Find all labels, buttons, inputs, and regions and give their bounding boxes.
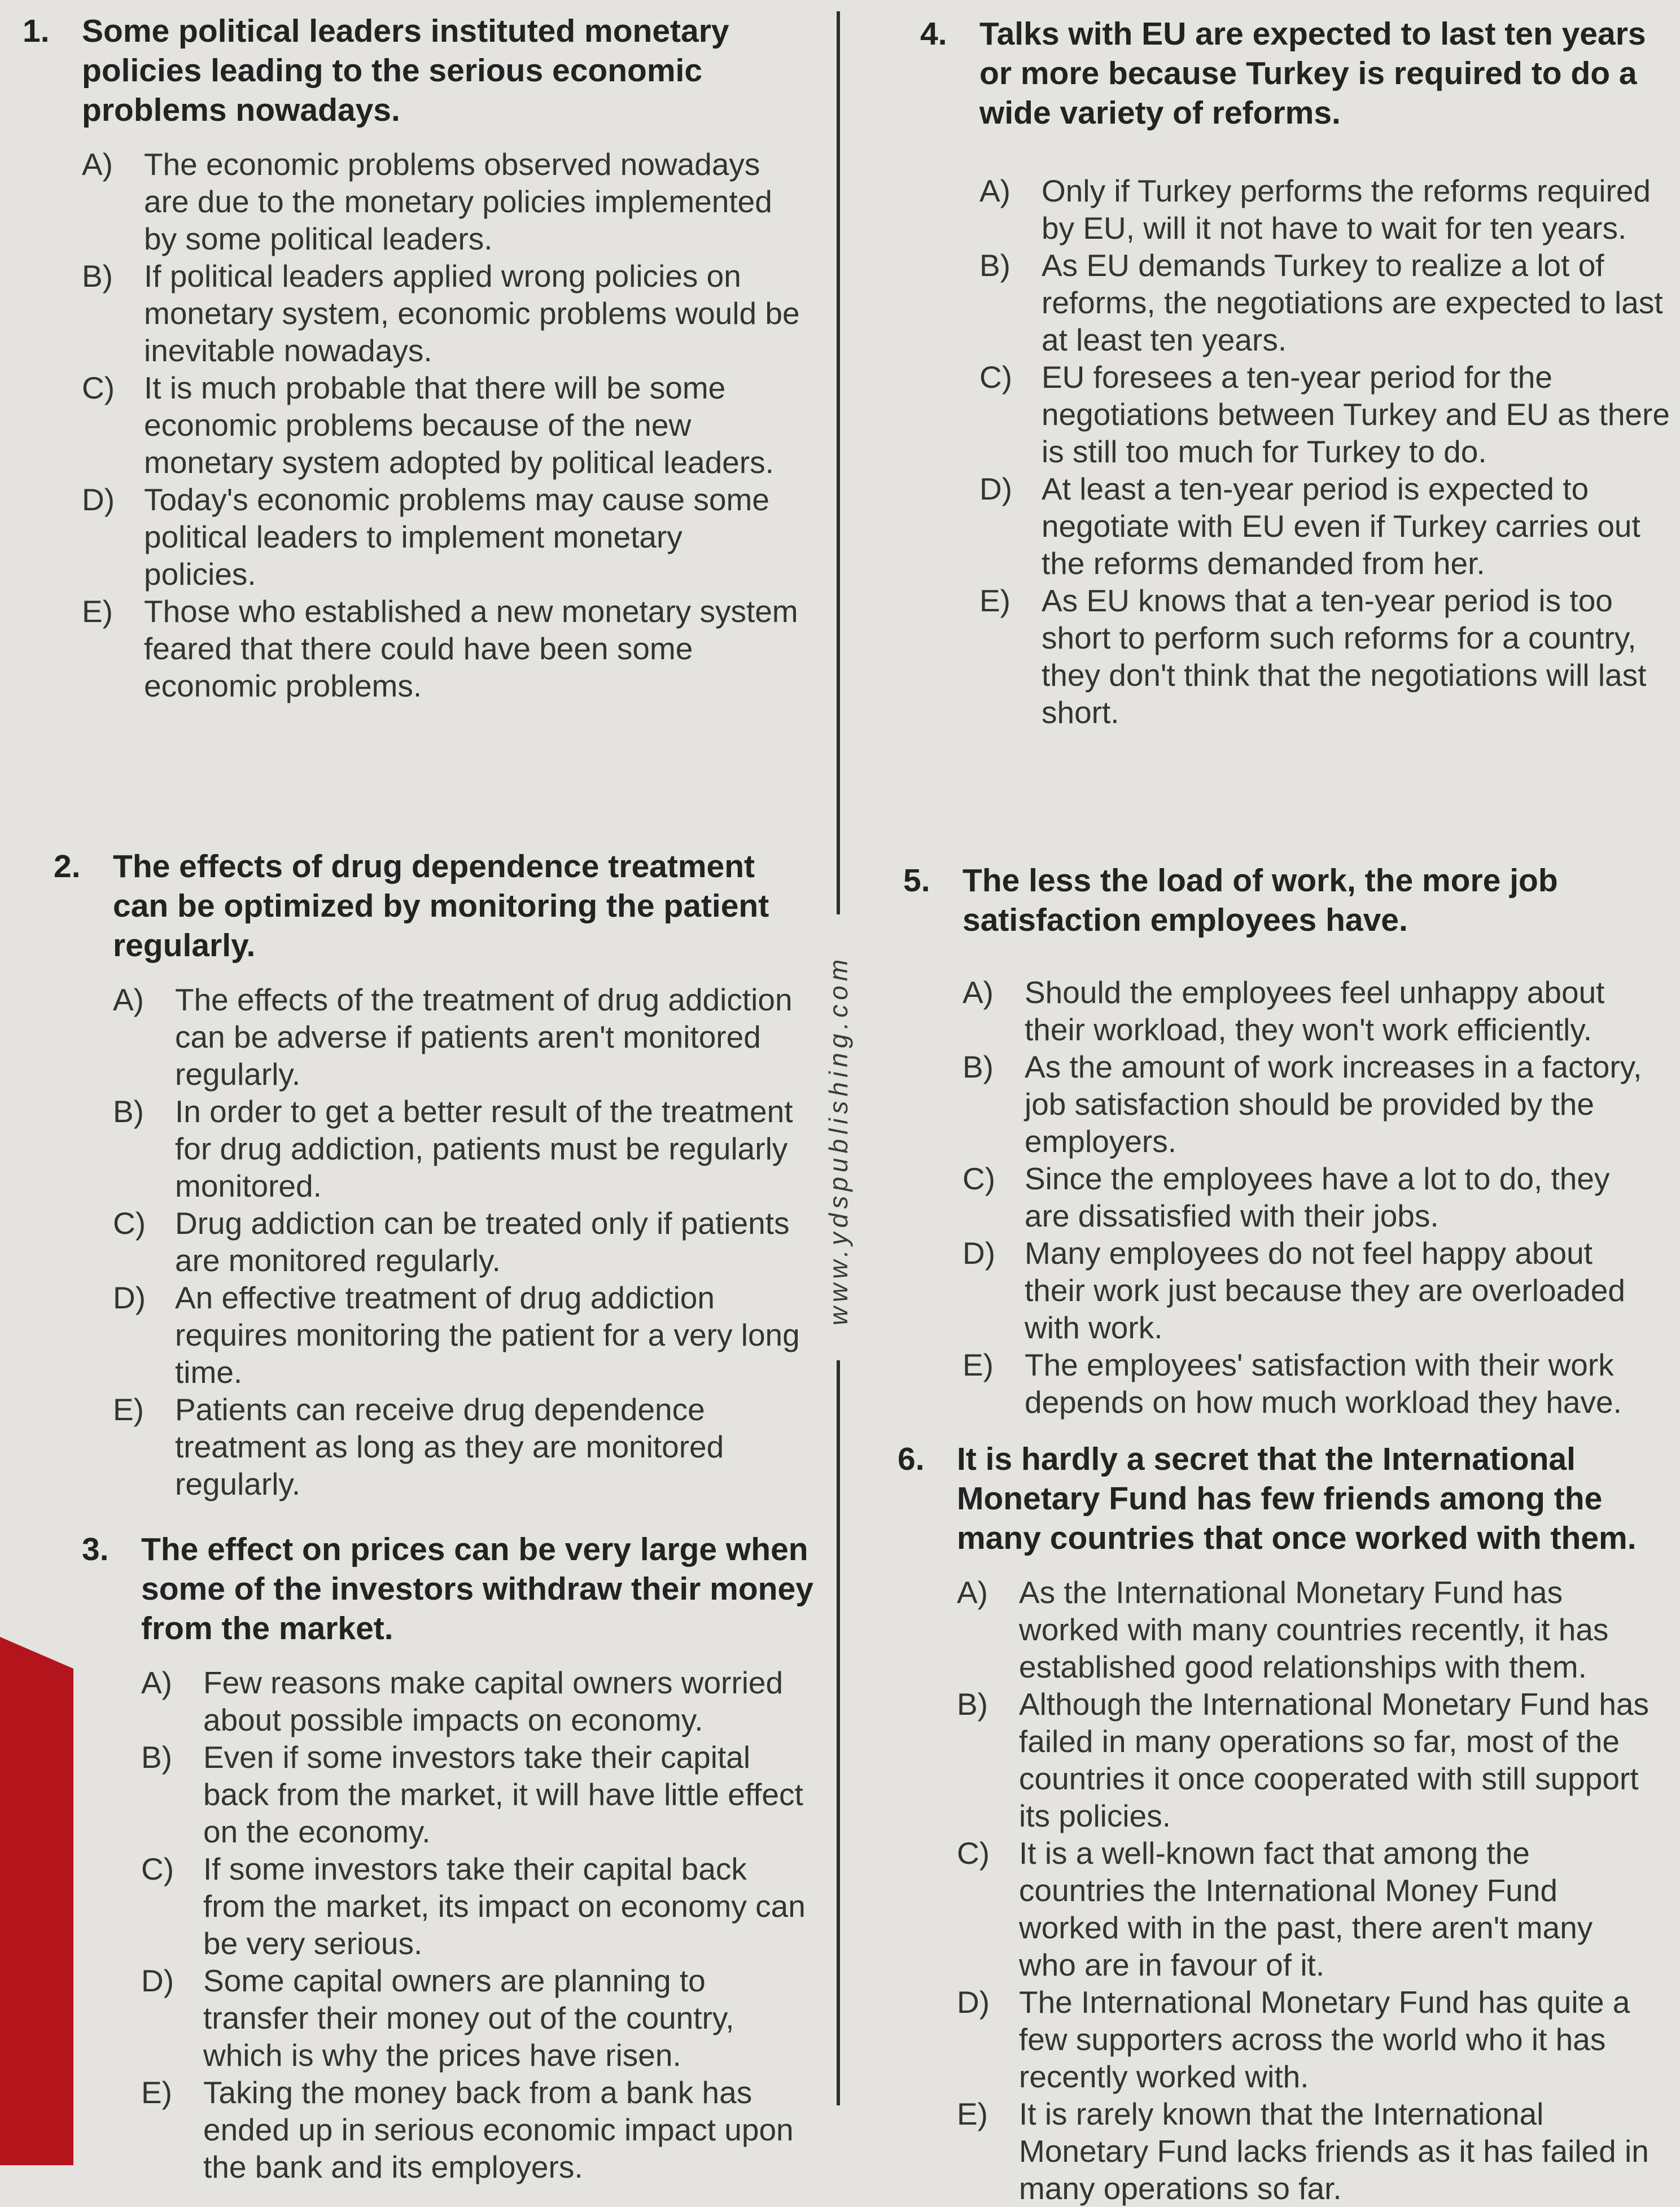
- option-c[interactable]: [82, 369, 802, 481]
- option-b[interactable]: [963, 1048, 1654, 1160]
- option-letter: D): [963, 1236, 996, 1271]
- question-number: 3.: [82, 1531, 109, 1567]
- option-d[interactable]: [957, 1983, 1654, 2095]
- red-page-edge: [0, 1637, 73, 2165]
- answer-options: [141, 1664, 816, 2186]
- question-6: [898, 1439, 1654, 2207]
- option-letter: B): [82, 259, 113, 294]
- option-text: It is much probable that there will be some economic problems because of the new monetary system adopted by political leaders.: [144, 370, 774, 480]
- option-text: Those who established a new monetary system feared that there could have been some economic problems.: [144, 594, 798, 703]
- question-1: [23, 11, 802, 704]
- answer-options: [963, 974, 1654, 1421]
- option-c[interactable]: [141, 1850, 816, 1962]
- option-c[interactable]: [979, 358, 1671, 470]
- question-text: The less the load of work, the more job satisfaction employees have.: [963, 862, 1558, 938]
- option-b[interactable]: [141, 1739, 816, 1850]
- option-letter: E): [141, 2075, 172, 2110]
- option-text: Since the employees have a lot to do, they are dissatisfied with their jobs.: [1025, 1161, 1610, 1233]
- option-a[interactable]: [957, 1574, 1654, 1685]
- column-divider-top: [837, 11, 840, 914]
- option-text: Should the employees feel unhappy about their workload, they won't work efficiently.: [1025, 975, 1605, 1047]
- option-letter: E): [963, 1347, 994, 1382]
- option-letter: B): [113, 1094, 144, 1129]
- option-text: The employees' satisfaction with their work depends on how much workload they have.: [1025, 1347, 1622, 1420]
- question-text: The effects of drug dependence treatment can be optimized by monitoring the patient regularly.: [113, 848, 769, 964]
- option-a[interactable]: [963, 974, 1654, 1048]
- question-stem: [903, 861, 1654, 940]
- option-text: Many employees do not feel happy about their work just because they are overloaded with work.: [1025, 1236, 1625, 1345]
- option-letter: E): [113, 1392, 144, 1427]
- option-text: As EU demands Turkey to realize a lot of reforms, the negotiations are expected to last at least ten years.: [1042, 248, 1663, 357]
- question-3: [82, 1530, 816, 2186]
- question-4: [920, 14, 1671, 731]
- option-letter: E): [957, 2096, 988, 2131]
- option-letter: E): [979, 583, 1010, 618]
- option-text: It is rarely known that the International Monetary Fund lacks friends as it has failed in many operations so far.: [1019, 2096, 1649, 2206]
- option-text: Even if some investors take their capital back from the market, it will have little effect on the economy.: [203, 1740, 803, 1849]
- question-text: The effect on prices can be very large when some of the investors withdraw their money from the market.: [141, 1531, 813, 1647]
- option-text: It is a well-known fact that among the countries the International Money Fund worked with in the past, there aren't many who are in favour of it.: [1019, 1836, 1593, 1982]
- option-c[interactable]: [957, 1834, 1654, 1983]
- question-stem: [82, 1530, 816, 1648]
- question-stem: [54, 847, 804, 965]
- option-letter: D): [979, 471, 1013, 506]
- option-d[interactable]: [82, 481, 802, 593]
- option-letter: C): [113, 1206, 146, 1241]
- option-d[interactable]: [141, 1962, 816, 2074]
- option-e[interactable]: [957, 2095, 1654, 2207]
- option-letter: A): [141, 1665, 172, 1700]
- option-a[interactable]: [141, 1664, 816, 1739]
- question-number: 1.: [23, 13, 50, 49]
- question-stem: [23, 11, 802, 130]
- option-e[interactable]: [113, 1391, 804, 1503]
- answer-options: [979, 172, 1671, 731]
- column-divider-bottom: [837, 1360, 840, 2105]
- question-number: 6.: [898, 1441, 925, 1477]
- option-text: An effective treatment of drug addiction requires monitoring the patient for a very long time.: [175, 1280, 800, 1390]
- question-5: [903, 861, 1654, 1421]
- option-e[interactable]: [979, 582, 1671, 731]
- question-number: 2.: [54, 848, 81, 884]
- option-text: Today's economic problems may cause some political leaders to implement monetary policies.: [144, 482, 769, 592]
- option-c[interactable]: [113, 1205, 804, 1279]
- option-letter: C): [82, 370, 115, 405]
- option-e[interactable]: [963, 1346, 1654, 1421]
- publisher-url: www.ydspublishing.com: [824, 954, 853, 1326]
- option-letter: C): [979, 360, 1013, 395]
- option-letter: C): [141, 1851, 174, 1886]
- option-letter: A): [957, 1575, 988, 1610]
- option-text: In order to get a better result of the treatment for drug addiction, patients must be regularly monitored.: [175, 1094, 793, 1203]
- option-text: As EU knows that a ten-year period is too short to perform such reforms for a country, they don't think that the negotiations will last short.: [1042, 583, 1647, 730]
- option-text: Taking the money back from a bank has ended up in serious economic impact upon the bank and its employers.: [203, 2075, 794, 2184]
- option-b[interactable]: [979, 247, 1671, 358]
- option-letter: B): [957, 1687, 988, 1722]
- option-letter: E): [82, 594, 113, 629]
- answer-options: [113, 981, 804, 1503]
- question-text: Some political leaders instituted monetary policies leading to the serious economic problems nowadays.: [82, 13, 729, 128]
- option-b[interactable]: [957, 1685, 1654, 1834]
- answer-options: [957, 1574, 1654, 2207]
- option-text: If some investors take their capital back from the market, its impact on economy can be very serious.: [203, 1851, 806, 1961]
- option-letter: A): [979, 173, 1010, 208]
- option-text: Few reasons make capital owners worried about possible impacts on economy.: [203, 1665, 784, 1737]
- option-d[interactable]: [979, 470, 1671, 582]
- option-letter: A): [82, 147, 113, 182]
- option-text: Drug addiction can be treated only if patients are monitored regularly.: [175, 1206, 790, 1278]
- option-letter: C): [963, 1161, 996, 1196]
- option-text: The International Monetary Fund has quite a few supporters across the world who it has recently worked with.: [1019, 1985, 1630, 2094]
- option-e[interactable]: [82, 593, 802, 704]
- option-text: If political leaders applied wrong policies on monetary system, economic problems would be inevitable nowadays.: [144, 259, 800, 368]
- option-a[interactable]: [82, 146, 802, 257]
- option-text: As the amount of work increases in a factory, job satisfaction should be provided by the employers.: [1025, 1049, 1642, 1159]
- option-text: The economic problems observed nowadays are due to the monetary policies implemented by some political leaders.: [144, 147, 772, 256]
- option-e[interactable]: [141, 2074, 816, 2186]
- option-letter: D): [957, 1985, 990, 2020]
- question-stem: [920, 14, 1671, 133]
- option-letter: A): [963, 975, 994, 1010]
- option-a[interactable]: [113, 981, 804, 1093]
- option-text: At least a ten-year period is expected to negotiate with EU even if Turkey carries out the reforms demanded from her.: [1042, 471, 1640, 581]
- answer-options: [82, 146, 802, 704]
- option-text: Only if Turkey performs the reforms required by EU, will it not have to wait for ten years.: [1042, 173, 1651, 246]
- option-letter: C): [957, 1836, 990, 1871]
- option-letter: B): [141, 1740, 172, 1775]
- question-2: [54, 847, 804, 1503]
- option-letter: D): [113, 1280, 146, 1315]
- option-text: The effects of the treatment of drug addiction can be adverse if patients aren't monitored regularly.: [175, 982, 793, 1092]
- option-letter: B): [979, 248, 1010, 283]
- question-number: 5.: [903, 862, 930, 899]
- option-d[interactable]: [113, 1279, 804, 1391]
- option-text: Patients can receive drug dependence treatment as long as they are monitored regularly.: [175, 1392, 724, 1501]
- option-b[interactable]: [113, 1093, 804, 1205]
- option-text: As the International Monetary Fund has worked with many countries recently, it has established good relationships with them.: [1019, 1575, 1609, 1684]
- option-b[interactable]: [82, 257, 802, 369]
- option-letter: A): [113, 982, 144, 1017]
- option-text: Although the International Monetary Fund has failed in many operations so far, most of the countries it once cooperated with still support its policies.: [1019, 1687, 1650, 1833]
- option-c[interactable]: [963, 1160, 1654, 1234]
- question-text: Talks with EU are expected to last ten years or more because Turkey is required to do a wide variety of reforms.: [979, 16, 1646, 131]
- option-letter: D): [141, 1963, 174, 1998]
- option-letter: B): [963, 1049, 994, 1084]
- option-d[interactable]: [963, 1234, 1654, 1346]
- question-number: 4.: [920, 16, 947, 52]
- question-stem: [898, 1439, 1654, 1558]
- question-text: It is hardly a secret that the International Monetary Fund has few friends among the many countries that once worked with them.: [957, 1441, 1637, 1556]
- option-a[interactable]: [979, 172, 1671, 247]
- option-text: Some capital owners are planning to transfer their money out of the country, which is why the prices have risen.: [203, 1963, 734, 2073]
- option-text: EU foresees a ten-year period for the negotiations between Turkey and EU as there is still too much for Turkey to do.: [1042, 360, 1670, 469]
- option-letter: D): [82, 482, 115, 517]
